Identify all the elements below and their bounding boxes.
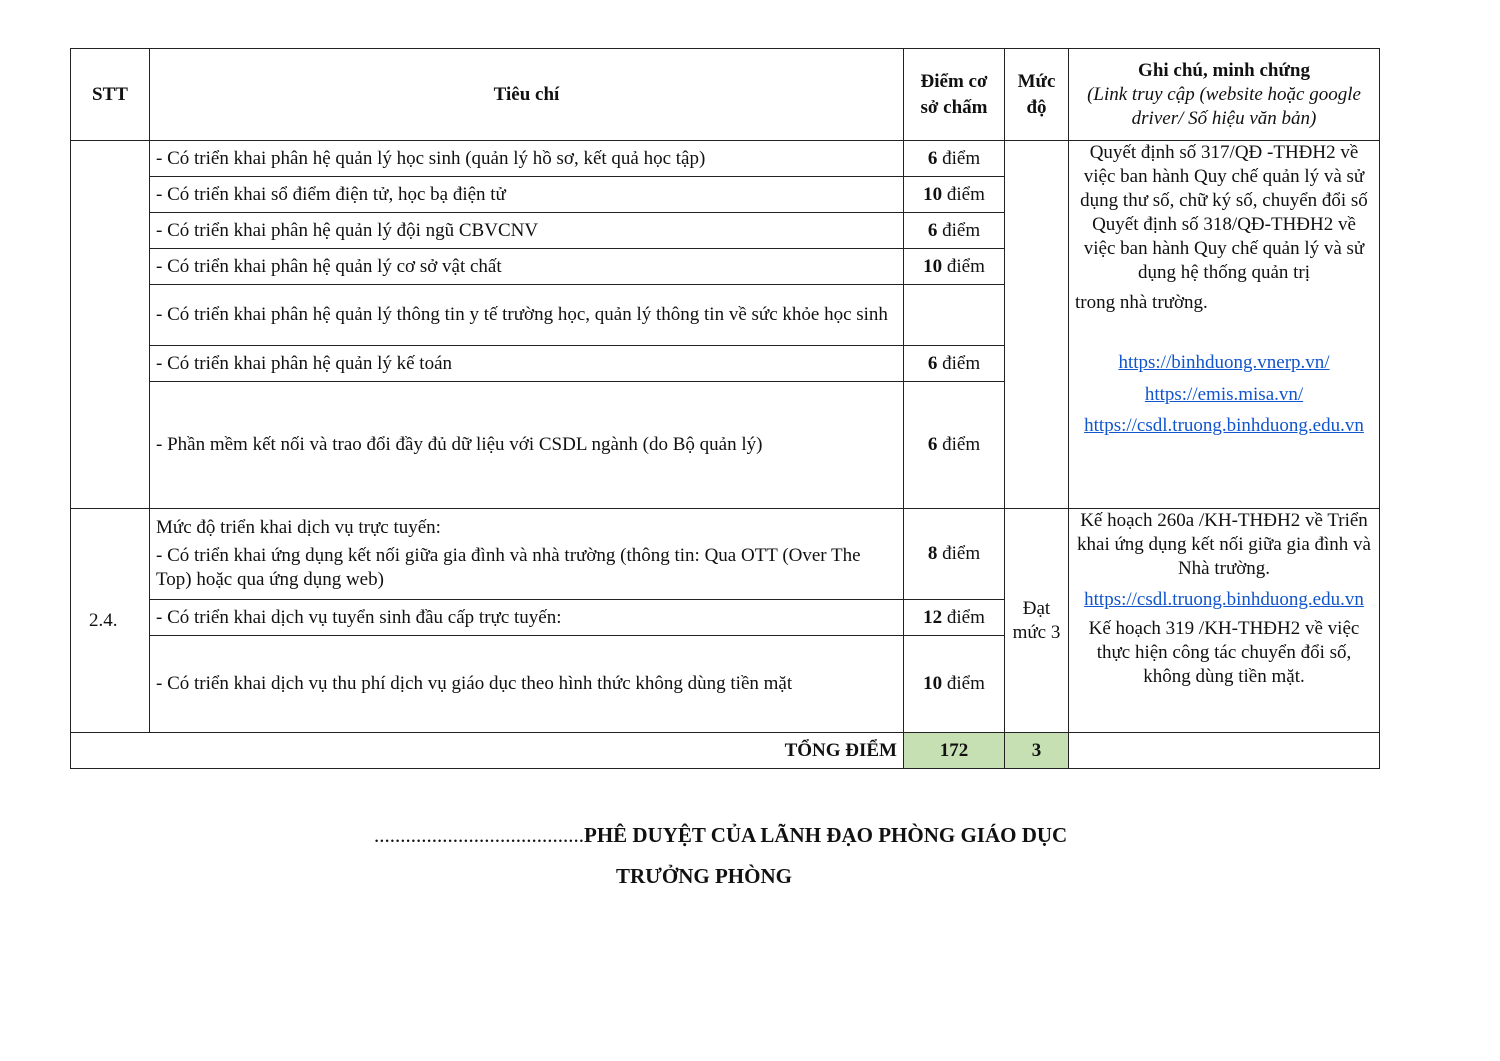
link-vnerp[interactable]: https://binhduong.vnerp.vn/ xyxy=(1118,352,1330,373)
criteria-cell: - Có triển khai phân hệ quản lý kế toán xyxy=(150,346,904,382)
note-decision-318-tail: trong nhà trường. xyxy=(1075,292,1208,313)
note-plan-260a: Kế hoạch 260a /KH-THĐH2 về Triển khai ứng dụng kết nối giữa gia đình và Nhà trường. xyxy=(1077,510,1371,579)
note-decision-317: Quyết định số 317/QĐ -THĐH2 về việc ban hành Quy chế quản lý và sử dụng thư số, chữ ký số, chuyển đổi số xyxy=(1080,142,1368,211)
score-value: 6 xyxy=(927,147,938,169)
criteria-cell: - Có triển khai phân hệ quản lý thông tin y tế trường học, quản lý thông tin về sức khỏe học sinh xyxy=(150,285,904,346)
link-emis[interactable]: https://emis.misa.vn/ xyxy=(1144,384,1304,405)
score-value: 6 xyxy=(927,219,938,241)
score-cell xyxy=(904,141,1005,177)
approval-line xyxy=(374,823,1067,848)
header-stt: STT xyxy=(71,49,150,141)
score-unit: điểm xyxy=(942,183,985,205)
score-unit: điểm xyxy=(937,434,981,455)
score-value: 8 xyxy=(927,543,938,564)
score-cell xyxy=(904,213,1005,249)
criteria-cell: - Có triển khai dịch vụ thu phí dịch vụ giáo dục theo hình thức không dùng tiền mặt xyxy=(150,636,904,733)
stt-cell-empty xyxy=(71,141,150,509)
header-row xyxy=(71,49,1380,141)
score-unit: điểm xyxy=(937,543,981,564)
total-row xyxy=(71,733,1380,769)
header-score: Điểm cơ sở chấm xyxy=(904,49,1005,141)
criteria-cell: - Có triển khai phân hệ quản lý đội ngũ CBVCNV xyxy=(150,213,904,249)
criteria-text: - Có triển khai ứng dụng kết nối giữa gia đình và nhà trường (thông tin: Qua OTT (Over The Top) hoặc qua ứng dụng web) xyxy=(156,545,861,590)
header-notes-subtitle: (Link truy cập (website hoặc google driver/ Số hiệu văn bản) xyxy=(1087,83,1361,129)
score-value: 6 xyxy=(927,434,938,455)
total-level: 3 xyxy=(1005,733,1069,769)
score-value: 10 xyxy=(923,255,943,277)
score-unit: điểm xyxy=(937,147,981,169)
stt-cell: 2.4. xyxy=(71,509,150,733)
header-notes-title: Ghi chú, minh chứng xyxy=(1138,59,1310,81)
score-unit: điểm xyxy=(937,219,981,241)
score-cell xyxy=(904,285,1005,346)
table-row xyxy=(71,141,1380,177)
score-unit: điểm xyxy=(942,606,985,628)
score-unit: điểm xyxy=(937,352,981,374)
total-score: 172 xyxy=(904,733,1005,769)
approval-title: TRƯỞNG PHÒNG xyxy=(616,864,792,888)
header-notes xyxy=(1069,49,1380,141)
criteria-cell: - Phần mềm kết nối và trao đổi đầy đủ dữ liệu với CSDL ngành (do Bộ quản lý) xyxy=(150,382,904,509)
note-decision-318: Quyết định số 318/QĐ-THĐH2 về việc ban hành Quy chế quản lý và sử dụng hệ thống quản trị xyxy=(1083,214,1365,283)
evaluation-table xyxy=(70,48,1380,769)
note-plan-319: Kế hoạch 319 /KH-THĐH2 về việc thực hiện công tác chuyển đổi số, không dùng tiền mặt. xyxy=(1088,618,1360,687)
criteria-cell: - Có triển khai sổ điểm điện tử, học bạ điện tử xyxy=(150,177,904,213)
score-value: 10 xyxy=(923,183,943,205)
level-cell xyxy=(1005,509,1069,733)
link-csdl-2[interactable]: https://csdl.truong.binhduong.edu.vn xyxy=(1084,589,1364,610)
score-value: 12 xyxy=(923,606,943,628)
score-cell xyxy=(904,636,1005,733)
notes-cell-group2 xyxy=(1069,509,1380,733)
score-cell xyxy=(904,177,1005,213)
notes-cell-group1 xyxy=(1069,141,1380,509)
score-cell xyxy=(904,249,1005,285)
criteria-cell: - Có triển khai phân hệ quản lý cơ sở vật chất xyxy=(150,249,904,285)
header-criteria: Tiêu chí xyxy=(150,49,904,141)
criteria-cell: - Có triển khai phân hệ quản lý học sinh (quản lý hồ sơ, kết quả học tập) xyxy=(150,141,904,177)
score-cell xyxy=(904,346,1005,382)
total-notes-empty xyxy=(1069,733,1380,769)
criteria-heading: Mức độ triển khai dịch vụ trực tuyến: xyxy=(156,517,441,538)
score-cell xyxy=(904,509,1005,600)
score-unit: điểm xyxy=(942,255,985,277)
score-value: 6 xyxy=(927,352,938,374)
approval-text: PHÊ DUYỆT CỦA LÃNH ĐẠO PHÒNG GIÁO DỤC xyxy=(584,823,1068,847)
level-cell-empty xyxy=(1005,141,1069,509)
header-level: Mức độ xyxy=(1005,49,1069,141)
criteria-cell xyxy=(150,509,904,600)
link-csdl[interactable]: https://csdl.truong.binhduong.edu.vn xyxy=(1084,415,1364,436)
level-value: Đạt mức 3 xyxy=(1012,597,1061,643)
approval-dots: ........................................ xyxy=(374,823,584,847)
score-cell xyxy=(904,600,1005,636)
score-unit: điểm xyxy=(942,673,985,694)
table-row xyxy=(71,509,1380,600)
criteria-cell: - Có triển khai dịch vụ tuyển sinh đầu cấp trực tuyến: xyxy=(150,600,904,636)
total-label: TỔNG ĐIỂM xyxy=(71,733,904,769)
score-cell xyxy=(904,382,1005,509)
score-value: 10 xyxy=(923,673,943,694)
